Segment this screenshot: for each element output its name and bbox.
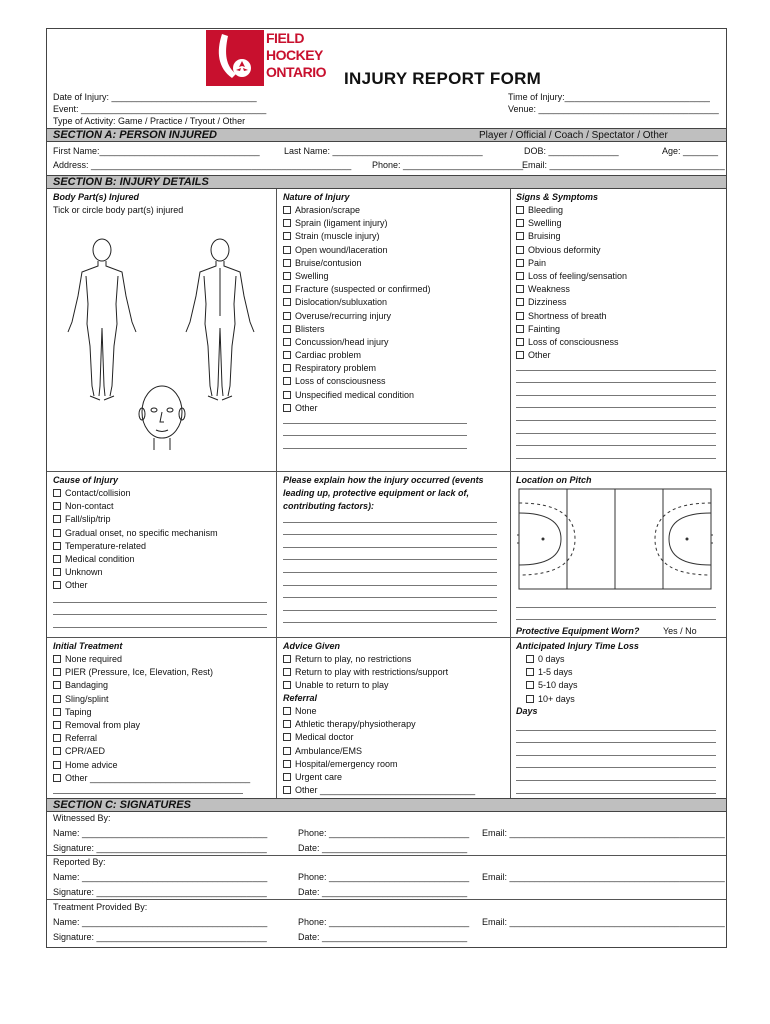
- signature-email-field[interactable]: Email: ___________________________________________: [482, 917, 725, 927]
- date-of-injury-field[interactable]: Date of Injury: _____________________________: [53, 92, 257, 102]
- event-field[interactable]: Event: _____________________________________: [53, 104, 267, 114]
- signs-item[interactable]: [516, 270, 627, 283]
- checkbox-icon[interactable]: [516, 206, 524, 214]
- item-label: Other: [528, 350, 551, 361]
- item-label: Hospital/emergency room: [295, 758, 398, 769]
- item-label: Contact/collision: [65, 488, 131, 498]
- checkbox-icon[interactable]: [283, 786, 291, 794]
- treatment-item[interactable]: [53, 719, 250, 732]
- back-body-figure: [186, 239, 254, 400]
- protective-equipment-label: Protective Equipment Worn?: [516, 626, 640, 636]
- timeloss-item[interactable]: [526, 666, 578, 679]
- column-divider-right: [510, 189, 511, 798]
- treatment-list: [53, 653, 250, 785]
- item-label: Swelling: [528, 218, 562, 229]
- section-b-title: SECTION B: INJURY DETAILS: [53, 176, 209, 188]
- nature-item[interactable]: [283, 375, 431, 388]
- checkbox-icon[interactable]: [516, 312, 524, 320]
- checkbox-icon[interactable]: [53, 695, 61, 703]
- checkbox-icon[interactable]: [283, 391, 291, 399]
- last-name-field[interactable]: Last Name: ______________________________: [284, 146, 483, 156]
- signs-item[interactable]: [516, 204, 627, 217]
- signature-phone-field[interactable]: Phone: ____________________________: [298, 872, 470, 882]
- referral-heading: Referral: [283, 693, 318, 703]
- section-a-header: [47, 128, 726, 142]
- item-label: Fainting: [528, 323, 561, 334]
- signature-name-field[interactable]: Name: _____________________________________: [53, 872, 268, 882]
- checkbox-icon[interactable]: [283, 747, 291, 755]
- checkbox-icon[interactable]: [516, 285, 524, 293]
- item-label: Bruising: [528, 231, 561, 242]
- item-label: Gradual onset, no specific mechanism: [65, 527, 218, 538]
- item-label: Cardiac problem: [295, 350, 362, 361]
- item-label: 5-10 days: [538, 680, 578, 691]
- nature-item[interactable]: [283, 283, 431, 296]
- section-c-header: [47, 798, 726, 812]
- checkbox-icon[interactable]: [516, 246, 524, 254]
- checkbox-icon[interactable]: [283, 707, 291, 715]
- item-label: Swelling: [295, 270, 329, 281]
- signature-field[interactable]: Signature: __________________________________: [53, 887, 267, 897]
- checkbox-icon[interactable]: [283, 377, 291, 385]
- checkbox-icon[interactable]: [516, 259, 524, 267]
- checkbox-icon[interactable]: [283, 655, 291, 663]
- cause-item[interactable]: [53, 487, 218, 500]
- referral-item[interactable]: [283, 718, 475, 731]
- nature-item[interactable]: [283, 323, 431, 336]
- section-b-header: [47, 175, 726, 189]
- treatment-heading: Initial Treatment: [53, 641, 123, 651]
- signs-item[interactable]: [516, 217, 627, 230]
- nature-heading: Nature of Injury: [283, 192, 350, 202]
- item-label: Fall/slip/trip: [65, 514, 111, 525]
- signature-group-label: Reported By:: [53, 857, 106, 867]
- checkbox-icon[interactable]: [283, 681, 291, 689]
- checkbox-icon[interactable]: [516, 338, 524, 346]
- checkbox-icon[interactable]: [283, 733, 291, 741]
- checkbox-icon[interactable]: [53, 655, 61, 663]
- item-label: Shortness of breath: [528, 310, 607, 321]
- signature-date-field[interactable]: Date: _____________________________: [298, 932, 468, 942]
- role-options[interactable]: Player / Official / Coach / Spectator / Other: [479, 130, 668, 141]
- item-label: Home advice: [65, 759, 118, 770]
- protective-equipment-options[interactable]: Yes / No: [663, 626, 697, 636]
- checkbox-icon[interactable]: [283, 206, 291, 214]
- item-label: 10+ days: [538, 693, 575, 704]
- nature-item[interactable]: [283, 296, 431, 309]
- treatment-item[interactable]: [53, 759, 250, 772]
- checkbox-icon[interactable]: [53, 502, 61, 510]
- nature-item[interactable]: [283, 349, 431, 362]
- nature-item[interactable]: [283, 389, 431, 402]
- checkbox-icon[interactable]: [53, 774, 61, 782]
- age-field[interactable]: Age: _______: [662, 146, 719, 156]
- explain-heading-1: Please explain how the injury occurred (events: [283, 475, 484, 485]
- item-label: Abrasion/scrape: [295, 205, 361, 215]
- item-label: Non-contact: [65, 501, 114, 512]
- checkbox-icon[interactable]: [516, 272, 524, 280]
- item-label: Loss of consciousness: [295, 376, 386, 387]
- nature-item[interactable]: [283, 336, 431, 349]
- item-label: Other ________________________________: [65, 772, 251, 783]
- advice-item[interactable]: [283, 653, 448, 666]
- treatment-item[interactable]: [53, 666, 250, 679]
- checkbox-icon[interactable]: [283, 668, 291, 676]
- item-label: Bleeding: [528, 205, 564, 215]
- cause-item[interactable]: [53, 513, 218, 526]
- referral-item[interactable]: [283, 771, 475, 784]
- nature-item[interactable]: [283, 362, 431, 375]
- item-label: Unknown: [65, 567, 103, 578]
- advice-list: [283, 653, 448, 693]
- signs-other-lines[interactable]: [516, 358, 716, 459]
- item-label: Removal from play: [65, 719, 141, 730]
- cause-item[interactable]: [53, 566, 218, 579]
- treatment-line: [53, 793, 243, 794]
- checkbox-icon[interactable]: [53, 668, 61, 676]
- first-name-field[interactable]: First Name:________________________________: [53, 146, 260, 156]
- treatment-item[interactable]: [53, 745, 250, 758]
- signs-item[interactable]: [516, 257, 627, 270]
- signature-email-field[interactable]: Email: ___________________________________________: [482, 828, 725, 838]
- signs-item[interactable]: [516, 296, 627, 309]
- address-field[interactable]: Address: ____________________________________________________: [53, 160, 352, 170]
- cause-heading: Cause of Injury: [53, 475, 119, 485]
- treatment-item[interactable]: [53, 706, 250, 719]
- location-lines[interactable]: [516, 595, 716, 620]
- signs-item[interactable]: [516, 230, 627, 243]
- timeloss-item[interactable]: [526, 679, 578, 692]
- signature-date-field[interactable]: Date: _____________________________: [298, 887, 468, 897]
- checkbox-icon[interactable]: [516, 325, 524, 333]
- timeloss-item[interactable]: [526, 693, 578, 706]
- item-label: Blisters: [295, 323, 325, 334]
- field-hockey-ontario-logo: [206, 30, 330, 86]
- checkbox-icon[interactable]: [283, 760, 291, 768]
- timeloss-item[interactable]: [526, 653, 578, 666]
- signature-group-label: Witnessed By:: [53, 813, 111, 823]
- checkbox-icon[interactable]: [53, 581, 61, 589]
- phone-field[interactable]: Phone: ________________________: [372, 160, 524, 170]
- checkbox-icon[interactable]: [283, 232, 291, 240]
- logo-line-2: HOCKEY: [266, 47, 323, 63]
- cause-item[interactable]: [53, 527, 218, 540]
- cause-item[interactable]: [53, 540, 218, 553]
- item-label: Ambulance/EMS: [295, 745, 363, 756]
- item-label: Loss of feeling/sensation: [528, 270, 628, 281]
- front-body-figure: [68, 239, 136, 400]
- checkbox-icon[interactable]: [526, 668, 534, 676]
- signature-phone-field[interactable]: Phone: ____________________________: [298, 917, 470, 927]
- referral-item[interactable]: [283, 705, 475, 718]
- head-diagram[interactable]: [134, 378, 190, 458]
- checkbox-icon[interactable]: [526, 695, 534, 703]
- item-label: PIER (Pressure, Ice, Elevation, Rest): [65, 667, 214, 678]
- checkbox-icon[interactable]: [53, 568, 61, 576]
- signature-divider: [47, 899, 726, 900]
- location-heading: Location on Pitch: [516, 475, 592, 485]
- logo-emblem-icon: [206, 30, 264, 86]
- referral-item[interactable]: [283, 784, 475, 797]
- checkbox-icon[interactable]: [283, 773, 291, 781]
- checkbox-icon[interactable]: [53, 747, 61, 755]
- checkbox-icon[interactable]: [53, 734, 61, 742]
- venue-field[interactable]: Venue: ____________________________________: [508, 104, 719, 114]
- item-label: None required: [65, 654, 123, 664]
- item-label: Dislocation/subluxation: [295, 297, 388, 308]
- treatment-item[interactable]: [53, 679, 250, 692]
- cause-list: [53, 487, 218, 593]
- checkbox-icon[interactable]: [283, 351, 291, 359]
- item-label: None: [295, 706, 317, 716]
- checkbox-icon[interactable]: [283, 312, 291, 320]
- body-parts-heading: Body Part(s) Injured: [53, 192, 140, 202]
- item-label: Bruise/contusion: [295, 257, 362, 268]
- body-parts-instruction: Tick or circle body part(s) injured: [53, 205, 184, 215]
- referral-item[interactable]: [283, 745, 475, 758]
- explain-lines[interactable]: [283, 510, 497, 623]
- column-divider-left: [276, 189, 277, 798]
- time-of-injury-field[interactable]: Time of Injury:_____________________________: [508, 92, 710, 102]
- logo-line-1: FIELD: [266, 30, 304, 46]
- item-label: Sling/splint: [65, 693, 109, 704]
- item-label: Referral: [65, 733, 98, 744]
- section-c-title: SECTION C: SIGNATURES: [53, 799, 191, 811]
- nature-item[interactable]: [283, 230, 431, 243]
- item-label: Bandaging: [65, 680, 109, 691]
- item-label: Athletic therapy/physiotherapy: [295, 719, 416, 730]
- nature-list: [283, 204, 431, 415]
- treatment-item[interactable]: [53, 772, 250, 785]
- advice-heading: Advice Given: [283, 641, 341, 651]
- nature-item[interactable]: [283, 244, 431, 257]
- signature-date-field[interactable]: Date: _____________________________: [298, 843, 468, 853]
- checkbox-icon[interactable]: [283, 285, 291, 293]
- item-label: Medical doctor: [295, 732, 354, 743]
- checkbox-icon[interactable]: [283, 364, 291, 372]
- checkbox-icon[interactable]: [283, 338, 291, 346]
- checkbox-icon[interactable]: [53, 515, 61, 523]
- nature-item[interactable]: [283, 217, 431, 230]
- dob-field[interactable]: DOB: ______________: [524, 146, 619, 156]
- signature-field[interactable]: Signature: __________________________________: [53, 932, 267, 942]
- nature-item[interactable]: [283, 270, 431, 283]
- item-label: 0 days: [538, 654, 565, 664]
- nature-item[interactable]: [283, 257, 431, 270]
- item-label: Other: [295, 402, 318, 413]
- signs-list: [516, 204, 627, 362]
- checkbox-icon[interactable]: [526, 655, 534, 663]
- item-label: Respiratory problem: [295, 363, 377, 374]
- checkbox-icon[interactable]: [53, 681, 61, 689]
- signs-item[interactable]: [516, 336, 627, 349]
- checkbox-icon[interactable]: [283, 246, 291, 254]
- checkbox-icon[interactable]: [53, 555, 61, 563]
- signature-divider: [47, 855, 726, 856]
- item-label: Medical condition: [65, 553, 135, 564]
- signature-name-field[interactable]: Name: _____________________________________: [53, 917, 268, 927]
- days-lines[interactable]: [516, 718, 716, 794]
- checkbox-icon[interactable]: [516, 232, 524, 240]
- logo-line-3: ONTARIO: [266, 64, 327, 80]
- advice-item[interactable]: [283, 679, 448, 692]
- time-loss-list: [526, 653, 578, 706]
- item-label: Fracture (suspected or confirmed): [295, 284, 431, 295]
- checkbox-icon[interactable]: [283, 272, 291, 280]
- signs-item[interactable]: [516, 283, 627, 296]
- item-label: Unspecified medical condition: [295, 389, 415, 400]
- treatment-item[interactable]: [53, 732, 250, 745]
- signature-name-field[interactable]: Name: _____________________________________: [53, 828, 268, 838]
- cause-other-lines[interactable]: [53, 590, 267, 628]
- signature-email-field[interactable]: Email: ___________________________________________: [482, 872, 725, 882]
- item-label: 1-5 days: [538, 667, 573, 678]
- item-label: Other _______________________________: [295, 785, 476, 796]
- advice-item[interactable]: [283, 666, 448, 679]
- checkbox-icon[interactable]: [283, 219, 291, 227]
- checkbox-icon[interactable]: [283, 259, 291, 267]
- item-label: Pain: [528, 257, 547, 268]
- cause-item[interactable]: [53, 553, 218, 566]
- form-title: INJURY REPORT FORM: [344, 69, 542, 88]
- explain-heading-3: contributing factors):: [283, 501, 374, 511]
- signature-group-label: Treatment Provided By:: [53, 902, 148, 912]
- nature-item[interactable]: [283, 310, 431, 323]
- referral-item[interactable]: [283, 758, 475, 771]
- pitch-diagram[interactable]: [517, 487, 713, 591]
- treatment-item[interactable]: [53, 693, 250, 706]
- item-label: Sprain (ligament injury): [295, 218, 388, 229]
- referral-list: [283, 705, 475, 797]
- item-label: Obvious deformity: [528, 244, 601, 255]
- item-label: CPR/AED: [65, 746, 106, 757]
- activity-type-field[interactable]: Type of Activity: Game / Practice / Tryout / Other: [53, 116, 246, 126]
- item-label: Temperature-related: [65, 540, 147, 551]
- checkbox-icon[interactable]: [53, 542, 61, 550]
- checkbox-icon[interactable]: [526, 681, 534, 689]
- signs-item[interactable]: [516, 244, 627, 257]
- checkbox-icon[interactable]: [53, 721, 61, 729]
- row-divider-1: [47, 471, 726, 472]
- nature-item[interactable]: [283, 204, 431, 217]
- checkbox-icon[interactable]: [53, 529, 61, 537]
- item-label: Urgent care: [295, 771, 343, 782]
- checkbox-icon[interactable]: [283, 720, 291, 728]
- item-label: Strain (muscle injury): [295, 231, 380, 242]
- signs-item[interactable]: [516, 323, 627, 336]
- item-label: Overuse/recurring injury: [295, 310, 392, 321]
- signs-heading: Signs & Symptoms: [516, 192, 599, 202]
- item-label: Return to play, no restrictions: [295, 654, 412, 664]
- time-loss-heading: Anticipated Injury Time Loss: [516, 641, 639, 651]
- item-label: Return to play with restrictions/support: [295, 667, 449, 678]
- checkbox-icon[interactable]: [283, 298, 291, 306]
- signature-field[interactable]: Signature: __________________________________: [53, 843, 267, 853]
- nature-other-lines[interactable]: [283, 411, 467, 449]
- item-label: Other: [65, 580, 88, 591]
- row-divider-2: [47, 637, 726, 638]
- checkbox-icon[interactable]: [283, 325, 291, 333]
- item-label: Weakness: [528, 284, 570, 295]
- section-a-title: SECTION A: PERSON INJURED: [53, 129, 218, 141]
- item-label: Loss of consciousness: [528, 336, 619, 347]
- checkbox-icon[interactable]: [53, 708, 61, 716]
- treatment-item[interactable]: [53, 653, 250, 666]
- item-label: Unable to return to play: [295, 680, 389, 691]
- item-label: Taping: [65, 706, 92, 717]
- referral-item[interactable]: [283, 731, 475, 744]
- email-field[interactable]: Email: ___________________________________: [522, 160, 725, 170]
- checkbox-icon[interactable]: [516, 219, 524, 227]
- checkbox-icon[interactable]: [53, 761, 61, 769]
- checkbox-icon[interactable]: [53, 489, 61, 497]
- explain-heading-2: leading up, protective equipment or lack of,: [283, 488, 470, 498]
- cause-item[interactable]: [53, 500, 218, 513]
- item-label: Concussion/head injury: [295, 336, 389, 347]
- days-heading: Days: [516, 706, 538, 716]
- signature-phone-field[interactable]: Phone: ____________________________: [298, 828, 470, 838]
- item-label: Open wound/laceration: [295, 244, 388, 255]
- checkbox-icon[interactable]: [516, 298, 524, 306]
- signs-item[interactable]: [516, 310, 627, 323]
- item-label: Dizziness: [528, 297, 567, 308]
